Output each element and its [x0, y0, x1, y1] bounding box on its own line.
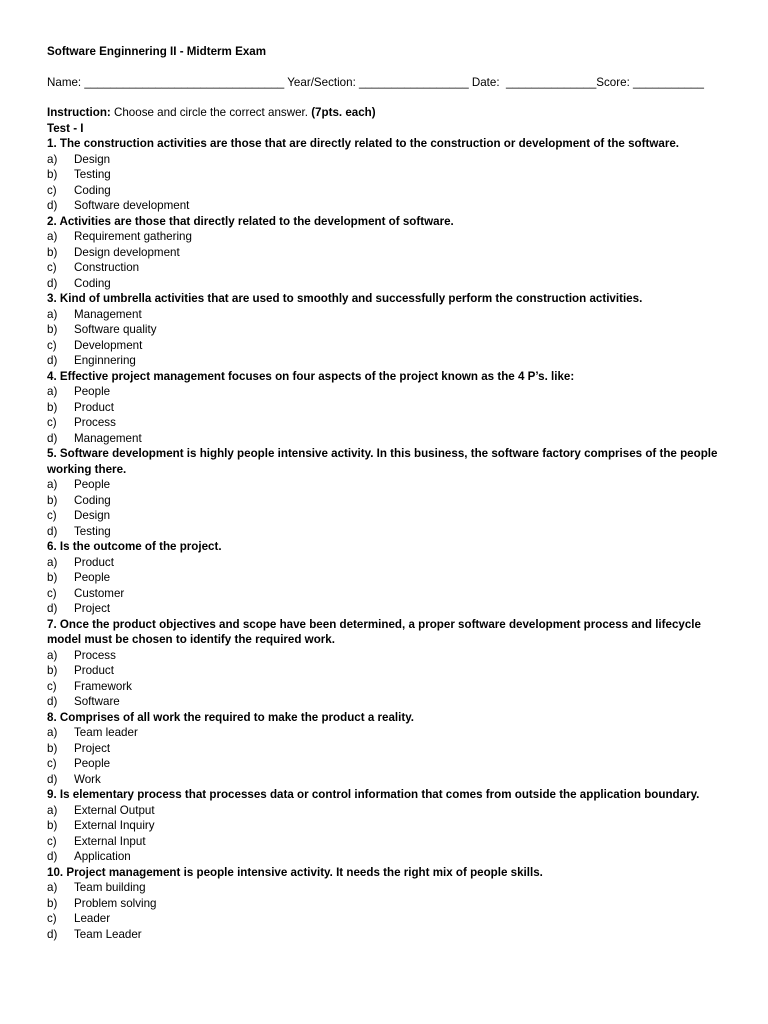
option-text: External Input [74, 834, 146, 848]
option-letter: d) [47, 850, 58, 863]
option-text: Work [74, 772, 101, 786]
option-letter: b) [47, 400, 58, 414]
question-1 [47, 136, 738, 214]
question-10 [47, 865, 738, 943]
answer-option[interactable] [47, 927, 738, 943]
test-label: Test - I [47, 121, 84, 135]
option-text: Coding [74, 493, 111, 507]
option-text: Framework [74, 679, 132, 693]
option-text: Management [74, 307, 142, 321]
option-text: Project [74, 741, 111, 755]
option-letter: a) [47, 803, 58, 817]
option-text: People [74, 571, 111, 584]
option-letter: a) [47, 478, 58, 491]
option-text: Project [74, 602, 111, 615]
option-letter: a) [47, 230, 58, 243]
option-letter: d) [47, 199, 58, 212]
option-letter: b) [47, 896, 58, 910]
option-letter: c) [47, 183, 57, 197]
option-text: Product [74, 555, 114, 569]
answer-option[interactable] [47, 555, 738, 571]
answer-option[interactable] [47, 648, 738, 664]
answer-option[interactable] [47, 663, 738, 679]
option-letter: c) [47, 586, 57, 600]
option-text: Product [74, 400, 114, 414]
answer-option[interactable] [47, 803, 738, 819]
answer-option[interactable] [47, 508, 738, 524]
answer-option[interactable] [47, 245, 738, 261]
option-text: Requirement gathering [74, 230, 192, 243]
question-list [47, 136, 738, 942]
option-text: Product [74, 664, 114, 677]
answer-option[interactable] [47, 260, 738, 276]
question-9 [47, 787, 738, 865]
question-text: 8. Comprises of all work the required to make the product a reality. [47, 710, 415, 724]
option-letter: c) [47, 757, 57, 770]
question-text: 6. Is the outcome of the project. [47, 540, 222, 553]
exam-title: Software Enginnering II - Midterm Exam [47, 45, 267, 58]
answer-option[interactable] [47, 307, 738, 323]
option-letter: d) [47, 602, 58, 615]
answer-option[interactable] [47, 725, 738, 741]
answer-option[interactable] [47, 694, 738, 710]
option-letter: b) [47, 168, 58, 181]
option-letter: d) [47, 524, 58, 538]
answer-option[interactable] [47, 570, 738, 586]
answer-option[interactable] [47, 415, 738, 431]
option-text: Process [74, 648, 116, 662]
answer-option[interactable] [47, 756, 738, 772]
answer-option[interactable] [47, 198, 738, 214]
question-text: 4. Effective project management focuses on four aspects of the project known as the 4 P’s. like: [47, 369, 575, 383]
instruction-line [47, 105, 738, 121]
option-text: Software [74, 695, 120, 708]
question-text: 10. Project management is people intensive activity. It needs the right mix of people skills. [47, 865, 543, 879]
question-3 [47, 291, 738, 369]
answer-option[interactable] [47, 818, 738, 834]
option-text: Coding [74, 276, 111, 290]
answer-option[interactable] [47, 338, 738, 354]
option-text: Problem solving [74, 896, 157, 910]
answer-option[interactable] [47, 493, 738, 509]
answer-option[interactable] [47, 400, 738, 416]
option-letter: a) [47, 648, 58, 662]
option-letter: a) [47, 555, 58, 569]
option-text: Coding [74, 183, 111, 197]
option-letter: a) [47, 307, 58, 321]
answer-option[interactable] [47, 772, 738, 788]
option-letter: d) [47, 927, 58, 941]
answer-option[interactable] [47, 152, 738, 168]
option-letter: d) [47, 354, 58, 367]
question-text: 1. The construction activities are those that are directly related to the construction or development of the software. [47, 137, 679, 150]
option-letter: c) [47, 834, 57, 848]
option-text: Design [74, 509, 111, 522]
question-text: 3. Kind of umbrella activities that are used to smoothly and successfully perform the construction activities. [47, 292, 643, 305]
answer-option[interactable] [47, 896, 738, 912]
option-text: Construction [74, 261, 140, 274]
option-text: People [74, 385, 111, 398]
option-letter: b) [47, 571, 58, 584]
option-text: Development [74, 338, 143, 352]
answer-option[interactable] [47, 834, 738, 850]
option-letter: b) [47, 245, 58, 259]
answer-option[interactable] [47, 911, 738, 927]
option-letter: c) [47, 338, 57, 352]
option-letter: c) [47, 509, 57, 522]
option-text: Process [74, 416, 116, 429]
option-text: Design [74, 152, 111, 166]
option-letter: d) [47, 276, 58, 290]
option-letter: b) [47, 323, 58, 336]
answer-option[interactable] [47, 431, 738, 447]
instruction-label: Instruction: [47, 106, 111, 119]
option-letter: b) [47, 741, 58, 755]
answer-option[interactable] [47, 601, 738, 617]
option-text: Team Leader [74, 927, 142, 941]
answer-option[interactable] [47, 322, 738, 338]
answer-option[interactable] [47, 229, 738, 245]
instruction-text: Choose and circle the correct answer. [110, 106, 312, 119]
option-text: External Output [74, 803, 155, 817]
option-text: Team leader [74, 726, 138, 739]
question-text: 9. Is elementary process that processes data or control information that comes from outside the application boundary. [47, 788, 700, 801]
option-text: People [74, 478, 111, 491]
answer-option[interactable] [47, 586, 738, 602]
student-info-line: Name: _______________________________ Year/Section: _________________ Date: ______________Score: ___________ [47, 75, 704, 89]
option-text: Software development [74, 199, 190, 212]
option-text: Enginnering [74, 354, 136, 367]
answer-option[interactable] [47, 679, 738, 695]
option-letter: a) [47, 726, 58, 739]
answer-option[interactable] [47, 353, 738, 369]
option-letter: c) [47, 679, 57, 693]
option-text: Testing [74, 524, 111, 538]
option-text: Team building [74, 881, 146, 894]
question-8 [47, 710, 738, 788]
question-2 [47, 214, 738, 292]
option-text: Testing [74, 168, 111, 181]
option-letter: b) [47, 493, 58, 507]
question-4 [47, 369, 738, 447]
option-letter: a) [47, 152, 58, 166]
question-6 [47, 539, 738, 617]
option-text: Customer [74, 586, 125, 600]
answer-option[interactable] [47, 183, 738, 199]
option-letter: c) [47, 261, 57, 274]
option-letter: a) [47, 385, 58, 398]
answer-option[interactable] [47, 477, 738, 493]
option-text: Software quality [74, 323, 157, 336]
option-text: Management [74, 431, 142, 445]
question-text: 2. Activities are those that directly related to the development of software. [47, 214, 454, 228]
option-letter: a) [47, 881, 58, 894]
instruction-points: (7pts. each) [311, 106, 376, 119]
option-text: Application [74, 850, 131, 863]
option-letter: d) [47, 772, 58, 786]
question-text: 7. Once the product objectives and scope have been determined, a proper software development process and lifecycle model must be chosen to identify the required work. [47, 617, 701, 646]
option-letter: d) [47, 431, 58, 445]
option-text: External Inquiry [74, 819, 155, 832]
answer-option[interactable] [47, 276, 738, 292]
answer-option[interactable] [47, 880, 738, 896]
option-letter: d) [47, 695, 58, 708]
question-text: 5. Software development is highly people intensive activity. In this business, the software factory comprises of the people working there. [47, 447, 718, 476]
answer-option[interactable] [47, 167, 738, 183]
answer-option[interactable] [47, 524, 738, 540]
question-7 [47, 617, 738, 710]
option-letter: c) [47, 416, 57, 429]
option-text: Leader [74, 912, 111, 925]
option-text: Design development [74, 245, 180, 259]
option-letter: b) [47, 664, 58, 677]
answer-option[interactable] [47, 849, 738, 865]
answer-option[interactable] [47, 384, 738, 400]
question-5 [47, 446, 738, 539]
option-text: People [74, 757, 111, 770]
option-letter: b) [47, 819, 58, 832]
option-letter: c) [47, 912, 57, 925]
answer-option[interactable] [47, 741, 738, 757]
